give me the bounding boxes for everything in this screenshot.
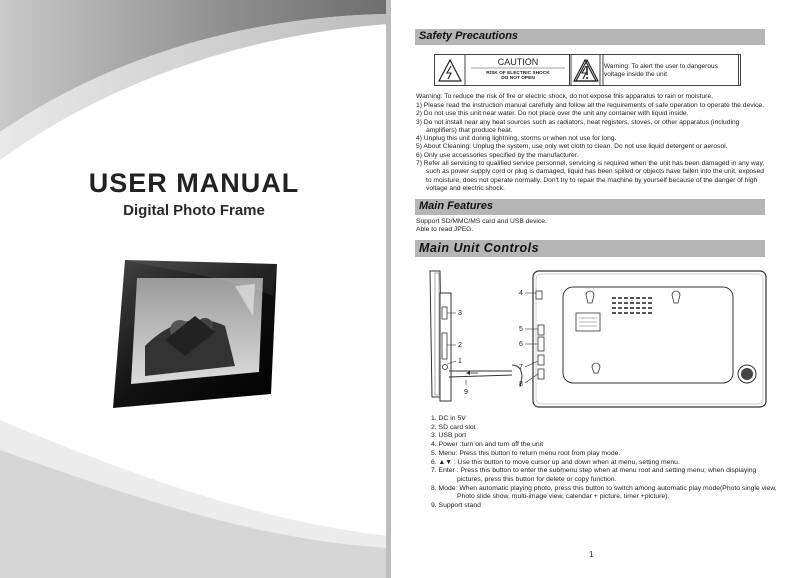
- voltage-alert-box: [569, 54, 741, 86]
- voltage-alert-text-1: Warning: To alert the user to dangerous: [604, 63, 718, 70]
- back-view-drawing: [533, 271, 766, 407]
- caution-label: CAUTION: [497, 57, 539, 67]
- features-text: [416, 218, 796, 235]
- callout-4: 4: [519, 290, 523, 297]
- safety-item: 6) Only use accessories specified by the manufacturer.: [416, 151, 579, 159]
- legend-item: 3. USB port: [431, 432, 467, 440]
- safety-item: 1) Please read the instruction manual carefully and follow all the requirements of safe operation to operate the device.: [416, 102, 764, 109]
- caution-shock-text: RISK OF ELECTRIC SHOCK: [486, 71, 550, 76]
- lightning-warning-icon: [439, 60, 461, 81]
- legend-item: 8. Mode: When automatic playing photo, press this button to switch among automatic play mode(Photo single view,: [431, 484, 777, 492]
- side-view-drawing: [430, 271, 522, 401]
- safety-item: 2) Do not use this unit near water. Do not place over the unit any container with liquid inside.: [416, 110, 689, 118]
- safety-heading: Safety Precautions: [419, 30, 519, 42]
- safety-item: such as power supply cord or plug is damaged, liquid has been spilled or objects have fallen into the unit, exposed: [426, 168, 764, 176]
- caution-open-text: DO NOT OPEN: [501, 76, 535, 81]
- legend-item: 2. SD card slot: [431, 423, 476, 431]
- feature-line: Able to read JPEG.: [416, 226, 474, 234]
- main-unit-controls-diagram: [416, 265, 776, 415]
- safety-item: voltage and electric shock.: [426, 184, 505, 192]
- safety-item: 5) About Cleaning: Unplug the system, use only wet cloth to clean. Do not use liquid detergent or aerosol.: [416, 143, 728, 151]
- callout-1: 1: [458, 358, 462, 365]
- callout-5: 5: [519, 326, 523, 333]
- controls-heading: Main Unit Controls: [419, 241, 540, 255]
- legend-item: Photo slide show, multi-image view, calendar + picture, timer +picture).: [457, 493, 670, 501]
- callout-3: 3: [458, 310, 462, 317]
- safety-item: 7) Refer all servicing to qualified service personnel, servicing is required when the unit has been damaged in any way,: [416, 160, 765, 168]
- callout-8: 8: [519, 381, 523, 388]
- features-heading-bar: [415, 199, 765, 215]
- callout-2: 2: [458, 342, 462, 349]
- safety-item: 3) Do not install near any heat sources such as radiators, heat registers, stoves, or other apparatus (including: [416, 118, 740, 126]
- legend-item: 1. DC in 5V: [431, 415, 466, 422]
- cover-page: [0, 0, 388, 578]
- safety-item: to moisture, does not operate normally. Don't try to repair the machine by yourself because of the danger of high: [426, 176, 758, 184]
- callout-9: 9: [464, 389, 468, 396]
- page-number: 1: [589, 550, 594, 559]
- legend-item: 9. Support stand: [431, 502, 481, 510]
- manual-subtitle: Digital Photo Frame: [123, 202, 265, 219]
- lightning-warning-icon: [574, 60, 596, 81]
- safety-item: amplifiers) that produce heat.: [426, 126, 513, 134]
- legend-item: 6. ▲▼ : Use this button to move cursor up and down when at menu, setting menu.: [431, 458, 680, 466]
- photo-frame-product-image: [105, 256, 283, 410]
- feature-line: Support SD/MMC/MS card and USB device.: [416, 218, 547, 225]
- content-page: [391, 0, 802, 578]
- safety-list: [416, 102, 796, 193]
- legend-item: pictures, press this button for delete or copy function.: [457, 475, 617, 483]
- controls-legend: [431, 415, 777, 511]
- features-heading: Main Features: [419, 200, 493, 212]
- callout-6: 6: [519, 341, 523, 348]
- legend-item: 4. Power :turn on and turn off the unit: [431, 441, 544, 449]
- manual-title: USER MANUAL: [88, 168, 300, 198]
- voltage-alert-text-2: voltage inside the unit: [604, 70, 667, 78]
- callout-7: 7: [519, 364, 523, 371]
- safety-item: 4) Unplug this unit during lightning, storms or when not use for long.: [416, 135, 617, 143]
- legend-item: 5. Menu: Press this button to return menu root from play mode.: [431, 449, 621, 457]
- safety-warning-text: Warning: To reduce the risk of fire or electric shock, do not expose this apparatus to rain or moisture.: [416, 93, 713, 100]
- controls-heading-bar: [415, 240, 765, 257]
- safety-heading-bar: [415, 29, 765, 45]
- legend-item: 7. Enter : Press this button to enter the submenu step when at menu root and setting menu; when displaying: [431, 467, 757, 475]
